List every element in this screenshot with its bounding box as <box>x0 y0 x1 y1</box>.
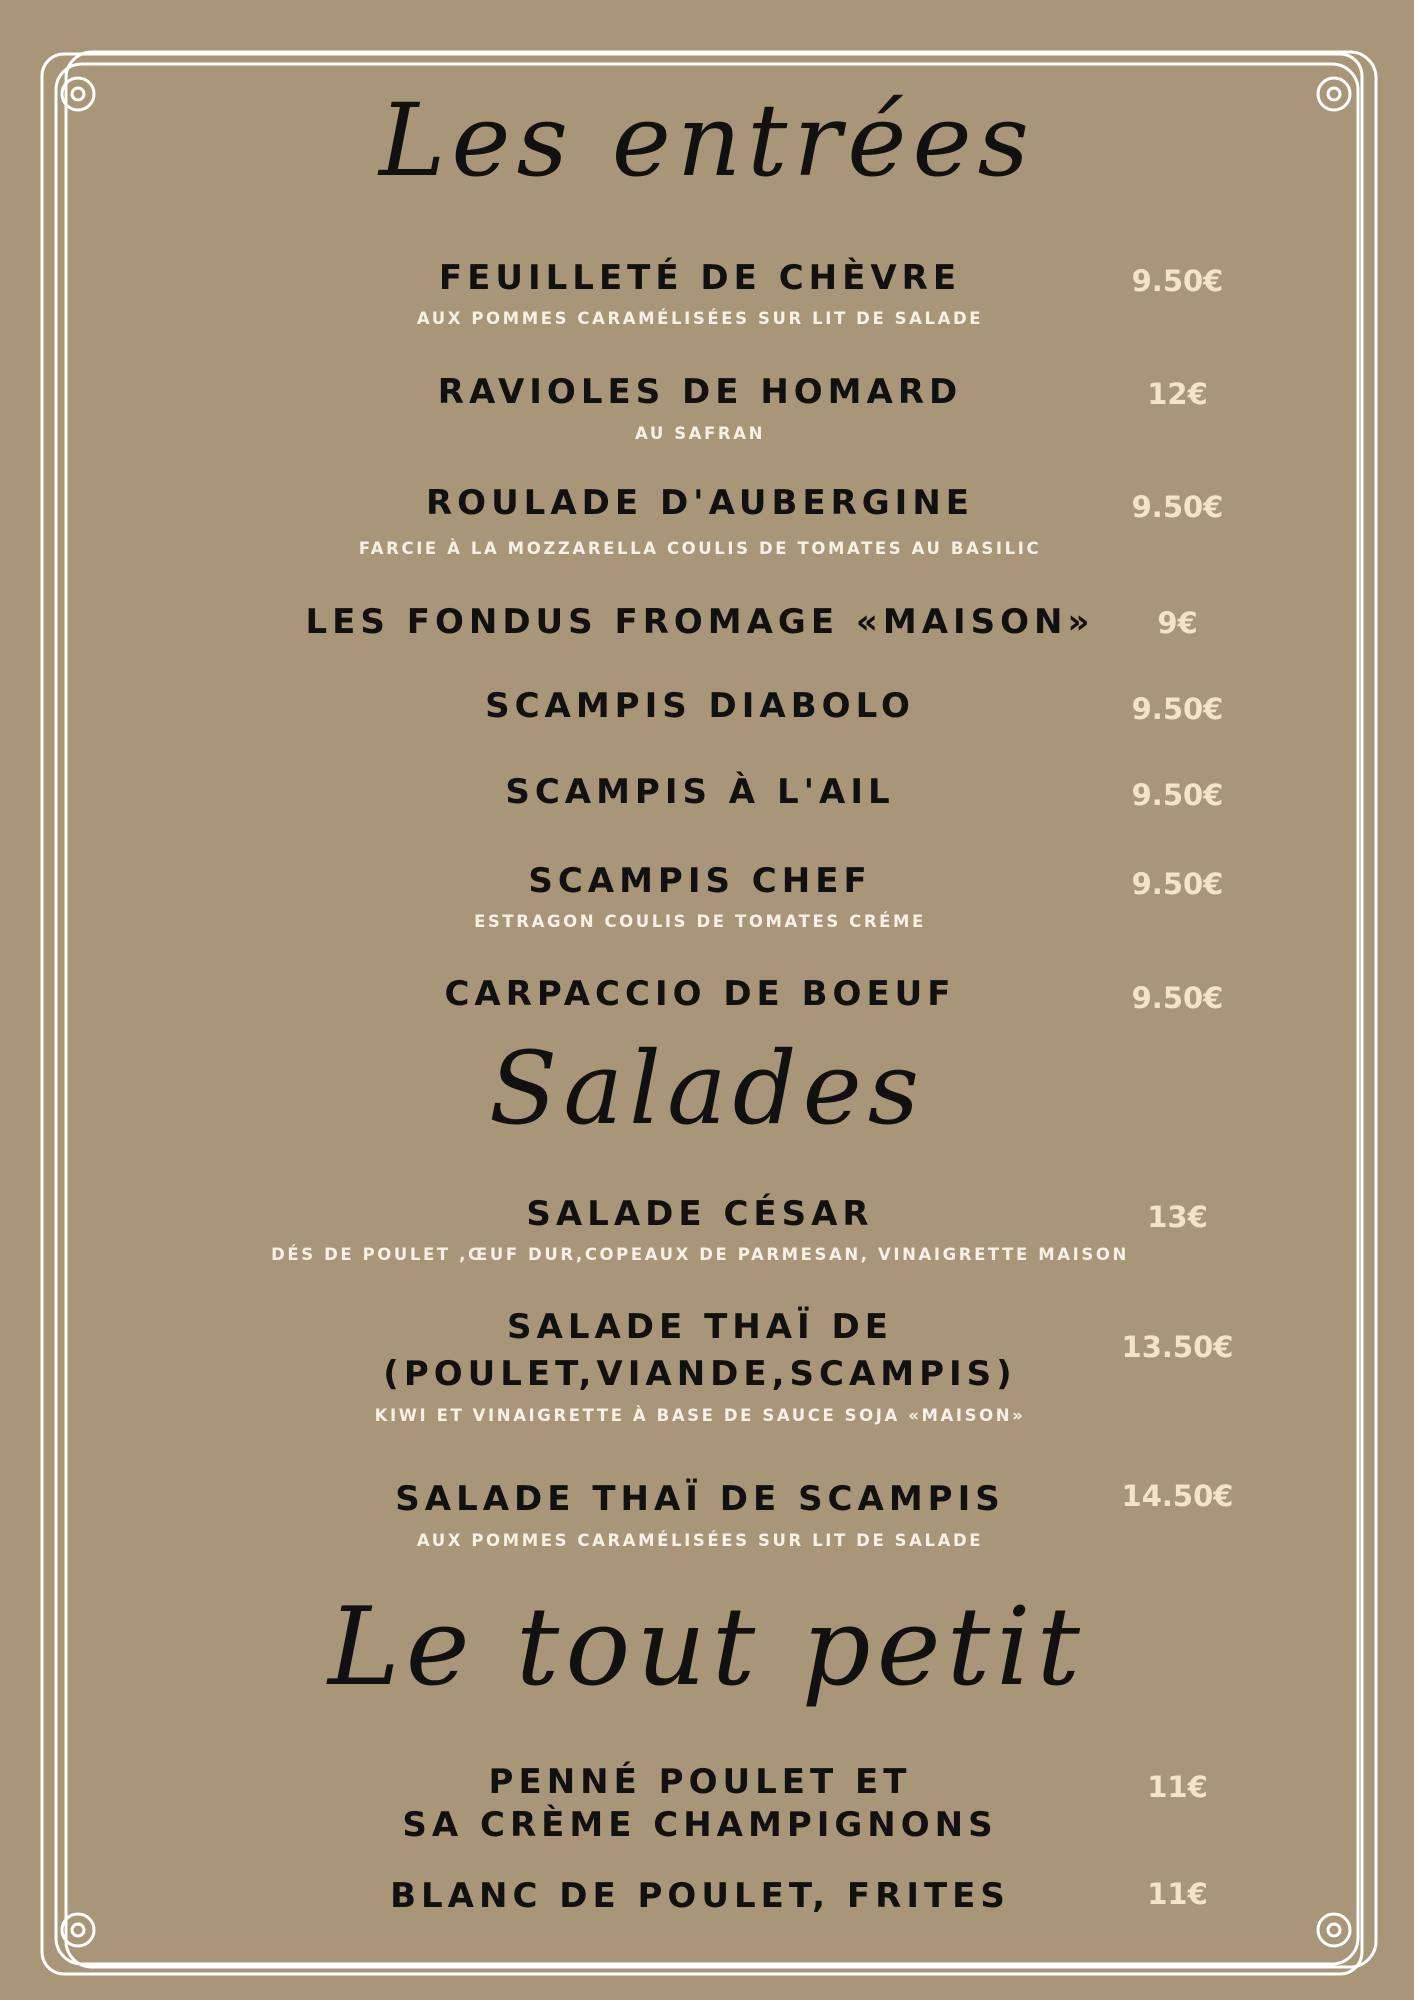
item-price: 12€ <box>1147 377 1208 411</box>
item-description: DÉS DE POULET ,ŒUF DUR,COPEAUX DE PARMESAN, VINAIGRETTE MAISON <box>271 1245 1129 1264</box>
item-name-line: (POULET,VIANDE,SCAMPIS) <box>383 1354 1017 1394</box>
item-price: 9.50€ <box>1131 981 1224 1015</box>
item-name: FEUILLETÉ DE CHÈVRE <box>438 258 962 298</box>
item-price: 11€ <box>1147 1770 1208 1804</box>
item-name-line: SA CRÈME CHAMPIGNONS <box>402 1805 998 1845</box>
item-name-line: PENNÉ POULET ET <box>488 1762 912 1802</box>
item-price: 9.50€ <box>1131 778 1224 812</box>
item-description: FARCIE À LA MOZZARELLA COULIS DE TOMATES AU BASILIC <box>358 539 1042 558</box>
item-description: ESTRAGON COULIS DE TOMATES CRÉME <box>474 912 926 931</box>
item-name: SCAMPIS DIABOLO <box>485 686 915 726</box>
item-name: SALADE THAÏ DE SCAMPIS <box>395 1479 1005 1519</box>
item-name: SALADE CÉSAR <box>526 1194 874 1234</box>
section-title-salades: Salades <box>488 1030 926 1147</box>
item-description: AU SAFRAN <box>634 424 765 443</box>
section-title-tout-petit: Le tout petit <box>327 1585 1087 1710</box>
item-description: AUX POMMES CARAMÉLISÉES SUR LIT DE SALADE <box>416 1531 984 1550</box>
item-description: AUX POMMES CARAMÉLISÉES SUR LIT DE SALADE <box>416 309 984 328</box>
item-name: ROULADE D'AUBERGINE <box>425 483 975 523</box>
item-price: 14.50€ <box>1121 1479 1234 1513</box>
item-name: RAVIOLES DE HOMARD <box>437 372 963 412</box>
item-price: 9€ <box>1157 606 1198 640</box>
item-name: SCAMPIS À L'AIL <box>505 772 895 812</box>
item-description: KIWI ET VINAIGRETTE À BASE DE SAUCE SOJA «MAISON» <box>374 1406 1026 1425</box>
item-price: 13.50€ <box>1121 1330 1234 1364</box>
item-price: 9.50€ <box>1131 867 1224 901</box>
item-price: 9.50€ <box>1131 264 1224 298</box>
item-price: 13€ <box>1147 1200 1208 1234</box>
item-price: 11€ <box>1147 1877 1208 1911</box>
item-name: CARPACCIO DE BOEUF <box>444 974 956 1014</box>
item-name-line: SALADE THAÏ DE <box>507 1307 893 1347</box>
item-price: 9.50€ <box>1131 692 1224 726</box>
item-name: BLANC DE POULET, FRITES <box>390 1876 1010 1916</box>
item-name: LES FONDUS FROMAGE «MAISON» <box>305 602 1095 642</box>
item-name: SCAMPIS CHEF <box>528 861 872 901</box>
item-price: 9.50€ <box>1131 490 1224 524</box>
section-title-entrees: Les entrées <box>379 82 1035 199</box>
